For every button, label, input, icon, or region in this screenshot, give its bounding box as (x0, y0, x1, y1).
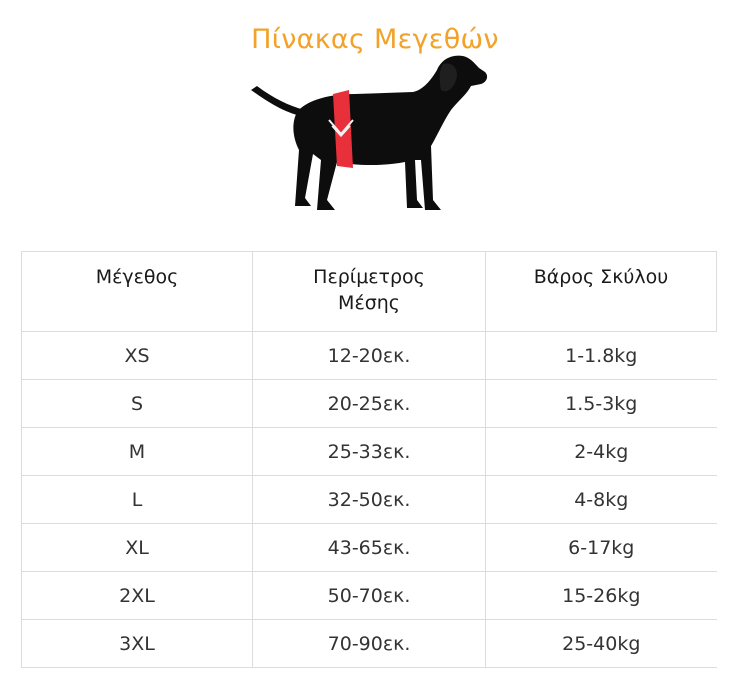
cell-waist: 50-70εκ. (253, 572, 486, 620)
dog-silhouette-icon (245, 50, 495, 218)
table-row (22, 332, 717, 380)
cell-size: L (22, 476, 253, 524)
cell-waist: 20-25εκ. (253, 380, 486, 428)
header-waist-line2: Μέσης (338, 292, 400, 314)
table-row (22, 476, 717, 524)
cell-size: M (22, 428, 253, 476)
header-weight: Βάρος Σκύλου (486, 252, 717, 332)
dog-body (293, 56, 487, 210)
size-chart-table (21, 251, 717, 668)
cell-weight: 25-40kg (486, 620, 717, 668)
cell-weight: 1.5-3kg (486, 380, 717, 428)
cell-size: 2XL (22, 572, 253, 620)
cell-weight: 2-4kg (486, 428, 717, 476)
dog-tail (251, 86, 305, 116)
cell-waist: 25-33εκ. (253, 428, 486, 476)
cell-size: XS (22, 332, 253, 380)
cell-waist: 12-20εκ. (253, 332, 486, 380)
header-waist-line1: Περίμετρος (313, 266, 425, 288)
cell-waist: 43-65εκ. (253, 524, 486, 572)
table-row (22, 524, 717, 572)
cell-size: XL (22, 524, 253, 572)
cell-size: 3XL (22, 620, 253, 668)
table-row (22, 620, 717, 668)
cell-weight: 4-8kg (486, 476, 717, 524)
cell-weight: 6-17kg (486, 524, 717, 572)
cell-weight: 15-26kg (486, 572, 717, 620)
cell-waist: 32-50εκ. (253, 476, 486, 524)
header-waist (253, 252, 486, 332)
header-size: Μέγεθος (22, 252, 253, 332)
page-title: Πίνακας Μεγεθών (251, 24, 499, 56)
table-header-row (22, 252, 717, 332)
cell-waist: 70-90εκ. (253, 620, 486, 668)
cell-weight: 1-1.8kg (486, 332, 717, 380)
table-row (22, 380, 717, 428)
table-row (22, 572, 717, 620)
cell-size: S (22, 380, 253, 428)
dog-illustration (245, 50, 495, 218)
table-row (22, 428, 717, 476)
